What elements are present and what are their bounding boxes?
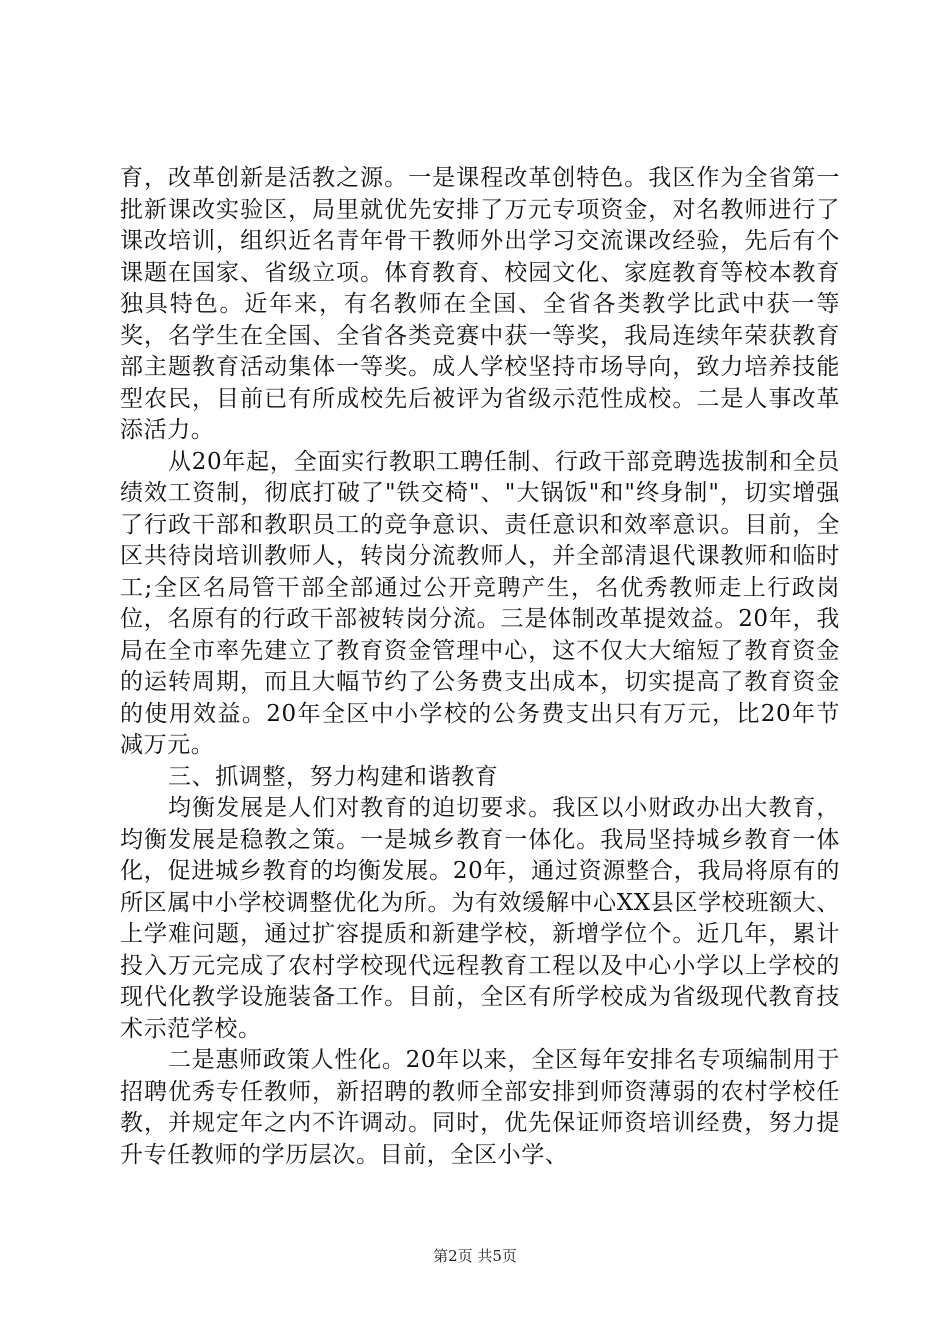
- paragraph-teacher-policy: 二是惠师政策人性化。20年以来，全区每年安排名专项编制用于招聘优秀专任教师，新招聘的教师全部安排到师资薄弱的农村学校任教，并规定年之内不许调动。同时，优先保证师资培训经费，努力提升专任教师的学历层次。目前，全区小学、: [120, 1047, 840, 1168]
- paragraph-balanced-development: 均衡发展是人们对教育的迫切要求。我区以小财政办出大教育，均衡发展是稳教之策。一是城乡教育一体化。我局坚持城乡教育一体化，促进城乡教育的均衡发展。20年，通过资源整合，我局将原有的所区属中小学校调整优化为所。为有效缓解中心XX县区学校班额大、上学难问题，通过扩容提质和新建学校，新增学位个。近几年，累计投入万元完成了农村学校现代远程教育工程以及中心小学以上学校的现代化教学设施装备工作。目前，全区有所学校成为省级现代教育技术示范学校。: [120, 795, 840, 1042]
- paragraph-personnel-reform: 从20年起，全面实行教职工聘任制、行政干部竞聘选拔制和全员绩效工资制，彻底打破了"铁交椅"、"大锅饭"和"终身制"，切实增强了行政干部和教职员工的竞争意识、责任意识和效率意识。目前，全区共待岗培训教师人，转岗分流教师人，并全部清退代课教师和临时工;全区名局管干部全部通过公开竞聘产生，名优秀教师走上行政岗位，名原有的行政干部被转岗分流。三是体制改革提效益。20年，我局在全市率先建立了教育资金管理中心，这不仅大大缩短了教育资金的运转周期，而且大幅节约了公务费支出成本，切实提高了教育资金的使用效益。20年全区中小学校的公务费支出只有万元，比20年节减万元。: [120, 448, 840, 758]
- paragraph-continuation: 育，改革创新是活教之源。一是课程改革创特色。我区作为全省第一批新课改实验区，局里就优先安排了万元专项资金，对名教师进行了课改培训，组织近名青年骨干教师外出学习交流课改经验，先后有个课题在国家、省级立项。体育教育、校园文化、家庭教育等校本教育独具特色。近年来，有名教师在全国、全省各类教学比武中获一等奖，名学生在全国、全省各类竞赛中获一等奖，我局连续年荣获教育部主题教育活动集体一等奖。成人学校坚持市场导向，致力培养技能型农民，目前已有所成校先后被评为省级示范性成校。二是人事改革添活力。: [120, 165, 840, 443]
- page-number-footer: 第2页 共5页: [433, 1247, 517, 1265]
- document-body: [120, 163, 840, 1171]
- section-heading: 三、抓调整，努力构建和谐教育: [168, 763, 499, 790]
